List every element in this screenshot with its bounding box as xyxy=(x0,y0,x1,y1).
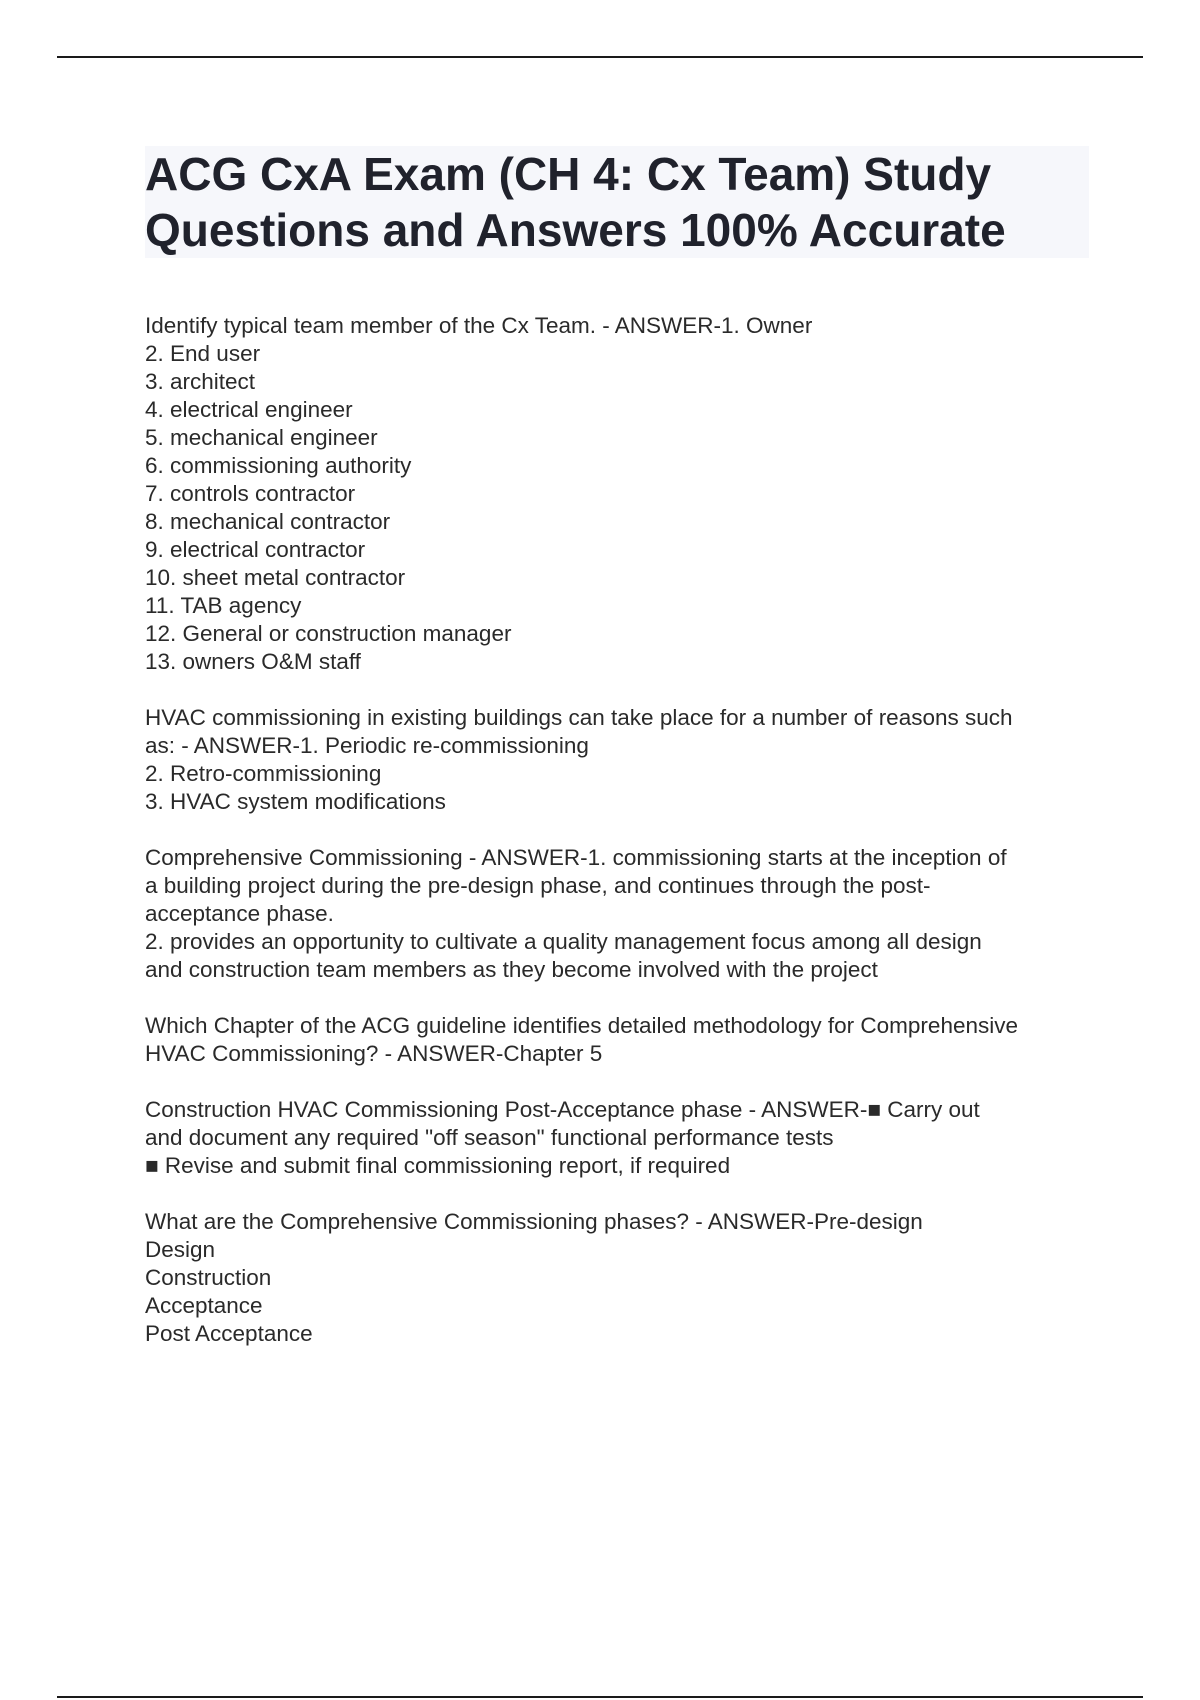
qa-line: 8. mechanical contractor xyxy=(145,509,391,534)
qa-line: Identify typical team member of the Cx Team. - ANSWER-1. Owner xyxy=(145,313,813,338)
qa-item-team-members xyxy=(145,312,1095,676)
qa-line: and document any required "off season" functional performance tests xyxy=(145,1125,834,1150)
title-line: Questions and Answers 100% Accurate xyxy=(145,204,1006,256)
qa-line: 2. End user xyxy=(145,341,261,366)
qa-item-phases xyxy=(145,1208,1095,1348)
document-title xyxy=(145,146,1089,258)
qa-line: a building project during the pre-design phase, and continues through the post- xyxy=(145,873,931,898)
qa-line: and construction team members as they become involved with the project xyxy=(145,957,878,982)
qa-line: 10. sheet metal contractor xyxy=(145,565,406,590)
qa-line: Post Acceptance xyxy=(145,1321,313,1346)
top-rule xyxy=(57,56,1143,58)
qa-line: Acceptance xyxy=(145,1293,263,1318)
qa-content xyxy=(145,312,1095,1376)
qa-line: Construction HVAC Commissioning Post-Acceptance phase - ANSWER-■ Carry out xyxy=(145,1097,980,1122)
qa-line: HVAC commissioning in existing buildings can take place for a number of reasons such xyxy=(145,705,1013,730)
qa-item-comprehensive-commissioning xyxy=(145,844,1095,984)
qa-line: 2. provides an opportunity to cultivate a quality management focus among all design xyxy=(145,929,982,954)
qa-line: 7. controls contractor xyxy=(145,481,356,506)
bottom-rule xyxy=(57,1696,1143,1698)
qa-line: Design xyxy=(145,1237,216,1262)
qa-line: 13. owners O&M staff xyxy=(145,649,361,674)
qa-line: 9. electrical contractor xyxy=(145,537,366,562)
qa-line: 3. HVAC system modifications xyxy=(145,789,446,814)
title-line: ACG CxA Exam (CH 4: Cx Team) Study xyxy=(145,148,992,200)
qa-line: 2. Retro-commissioning xyxy=(145,761,382,786)
qa-line: Comprehensive Commissioning - ANSWER-1. commissioning starts at the inception of xyxy=(145,845,1007,870)
qa-item-acg-chapter xyxy=(145,1012,1095,1068)
qa-line: 3. architect xyxy=(145,369,256,394)
qa-line: HVAC Commissioning? - ANSWER-Chapter 5 xyxy=(145,1041,603,1066)
qa-item-existing-buildings xyxy=(145,704,1095,816)
qa-line: acceptance phase. xyxy=(145,901,334,926)
qa-line: Construction xyxy=(145,1265,272,1290)
qa-line: ■ Revise and submit final commissioning report, if required xyxy=(145,1153,731,1178)
qa-line: as: - ANSWER-1. Periodic re-commissioning xyxy=(145,733,589,758)
qa-line: What are the Comprehensive Commissioning phases? - ANSWER-Pre-design xyxy=(145,1209,923,1234)
qa-line: 5. mechanical engineer xyxy=(145,425,378,450)
qa-line: 11. TAB agency xyxy=(145,593,302,618)
qa-line: Which Chapter of the ACG guideline identifies detailed methodology for Comprehensive xyxy=(145,1013,1018,1038)
qa-line: 6. commissioning authority xyxy=(145,453,412,478)
qa-line: 12. General or construction manager xyxy=(145,621,512,646)
qa-line: 4. electrical engineer xyxy=(145,397,353,422)
qa-item-post-acceptance xyxy=(145,1096,1095,1180)
